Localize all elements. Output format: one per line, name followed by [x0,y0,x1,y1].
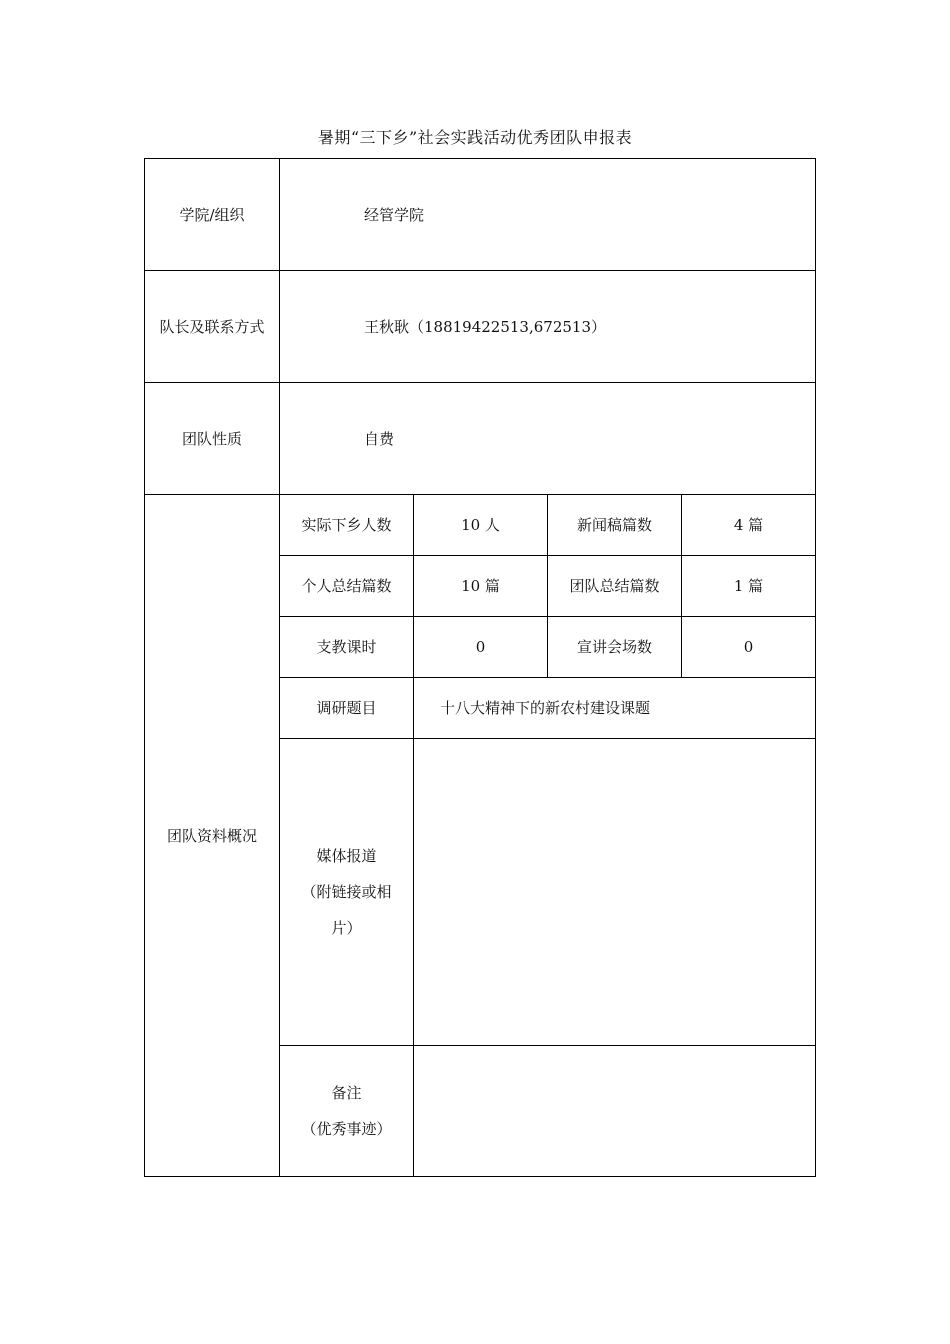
stat-label: 实际下乡人数 [280,495,414,556]
media-value [414,739,816,1046]
leader-label: 队长及联系方式 [145,271,280,383]
remarks-label-line: 备注 [331,1084,362,1102]
college-value: 经管学院 [280,159,816,271]
stat-label: 新闻稿篇数 [548,495,682,556]
remarks-label [280,1046,414,1177]
remarks-value [414,1046,816,1177]
college-label: 学院/组织 [145,159,280,271]
stat-value: 1 篇 [682,556,816,617]
media-label [280,739,414,1046]
overview-label: 团队资料概况 [145,495,280,1177]
leader-row [145,271,816,383]
remarks-label-line: （优秀事迹） [301,1120,392,1138]
application-form-table [144,158,816,1177]
stat-label: 宣讲会场数 [548,617,682,678]
research-label: 调研题目 [280,678,414,739]
stats-row [145,495,816,556]
leader-value: 王秋耿（18819422513,672513） [280,271,816,383]
nature-label: 团队性质 [145,383,280,495]
college-row [145,159,816,271]
stat-label: 支教课时 [280,617,414,678]
nature-row [145,383,816,495]
stat-value: 4 篇 [682,495,816,556]
stat-label: 团队总结篇数 [548,556,682,617]
media-label-line: 片） [331,919,362,937]
stat-label: 个人总结篇数 [280,556,414,617]
page-title: 暑期“三下乡”社会实践活动优秀团队申报表 [317,128,633,147]
media-label-line: （附链接或相 [301,883,392,901]
stat-value: 10 篇 [414,556,548,617]
media-label-line: 媒体报道 [316,847,377,865]
nature-value: 自费 [280,383,816,495]
stat-value: 10 人 [414,495,548,556]
stat-value: 0 [682,617,816,678]
stat-value: 0 [414,617,548,678]
research-value: 十八大精神下的新农村建设课题 [414,678,816,739]
